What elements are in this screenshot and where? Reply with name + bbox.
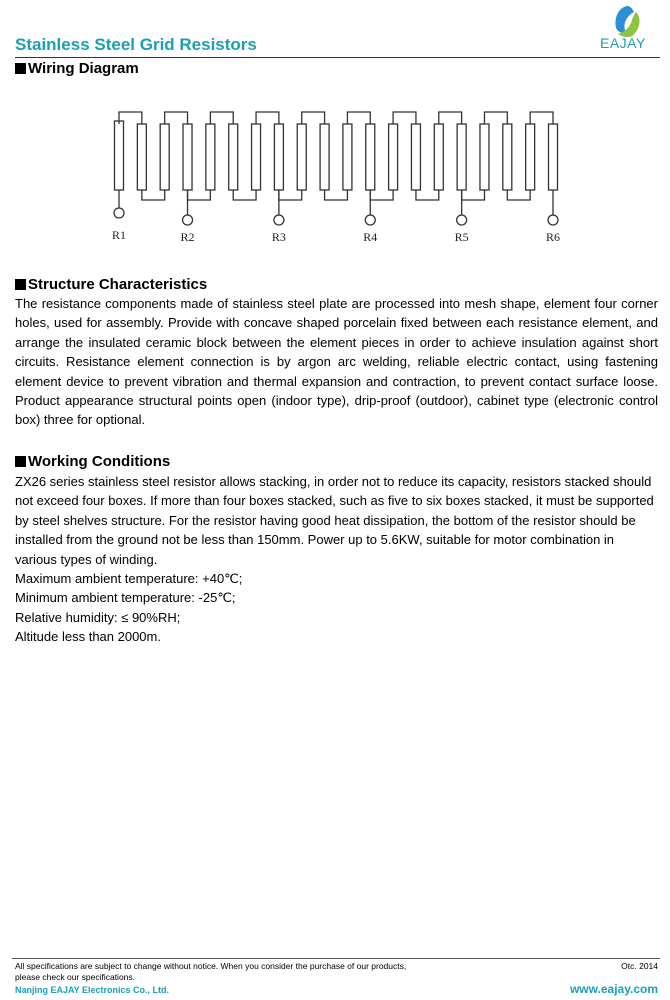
resistor-element	[411, 124, 420, 190]
resistor-element	[183, 124, 192, 190]
structure-text: The resistance components made of stainless steel plate are processed into mesh shape, element four corner holes, used for assembly. Provide with concave shaped porcelain fixed between each resistance element, and arrange the insulated ceramic block between the element pieces in order to achieve insulation against short circuits. Resistance element connection is by argon arc welding, reliable electric contact, using fastening element device to prevent vibration and thermal expansion and contraction, to prevent contact surface loose. Product appearance structural points open (indoor type), drip-proof (outdoor), cabinet type (electronic control box) three for optional.	[15, 296, 658, 428]
disclaimer-line-2: please check our specifications.	[15, 972, 136, 982]
conditions-list	[15, 569, 242, 647]
terminal-label: R4	[363, 230, 378, 244]
resistor-element	[297, 124, 306, 190]
working-conditions-heading	[15, 453, 170, 470]
footer-divider	[12, 958, 660, 959]
resistor-element	[320, 124, 329, 190]
resistor-element	[434, 124, 443, 190]
top-connector	[347, 112, 370, 124]
page-title: Stainless Steel Grid Resistors	[15, 35, 257, 54]
footer-website-link[interactable]: www.eajay.com	[569, 982, 658, 996]
square-bullet-icon	[15, 279, 26, 290]
footer-disclaimer	[15, 961, 406, 983]
footer-date: Otc. 2014	[621, 961, 658, 971]
terminal-circle-icon	[114, 208, 124, 218]
wiring-diagram	[0, 0, 670, 260]
heading-text: Structure Characteristics	[28, 276, 208, 293]
terminal-label: R3	[271, 230, 286, 244]
terminal-label: R5	[454, 230, 469, 244]
top-connector	[302, 112, 325, 124]
terminal-label: R2	[180, 230, 195, 244]
resistor-element	[160, 124, 169, 190]
terminal-label: R6	[545, 230, 561, 244]
resistor-element	[229, 124, 238, 190]
top-connector	[256, 112, 279, 124]
resistor-element	[115, 121, 124, 190]
altitude: Altitude less than 2000m.	[15, 629, 161, 645]
footer-company: Nanjing EAJAY Electronics Co., Ltd.	[15, 985, 170, 995]
terminal-circle-icon	[365, 215, 375, 225]
terminal-label: R1	[111, 228, 127, 242]
top-connector	[165, 112, 188, 124]
terminal-circle-icon	[457, 215, 467, 225]
bottom-connector	[462, 190, 485, 200]
terminal-circle-icon	[548, 215, 558, 225]
heading-text: Wiring Diagram	[28, 60, 139, 77]
bottom-connector	[233, 190, 256, 200]
working-paragraph	[15, 472, 658, 569]
bottom-connector	[416, 190, 439, 200]
terminal-circle-icon	[183, 215, 193, 225]
top-connector	[393, 112, 416, 124]
terminal-circle-icon	[274, 215, 284, 225]
square-bullet-icon	[15, 456, 26, 467]
min-temperature: Minimum ambient temperature: -25℃;	[15, 590, 236, 606]
structure-paragraph	[15, 294, 658, 430]
resistor-element	[137, 124, 146, 190]
top-connector	[530, 112, 553, 124]
disclaimer-line-1: All specifications are subject to change without notice. When you consider the purchase of our products,	[15, 961, 407, 971]
resistor-element	[503, 124, 512, 190]
max-temperature: Maximum ambient temperature: +40℃;	[15, 571, 243, 586]
bottom-connector	[279, 190, 302, 200]
resistor-element	[526, 124, 535, 190]
resistor-element	[252, 124, 261, 190]
resistor-element	[480, 124, 489, 190]
structure-heading	[15, 276, 207, 293]
relative-humidity: Relative humidity: ≤ 90%RH;	[15, 609, 181, 625]
heading-text: Working Conditions	[28, 453, 171, 470]
top-connector	[210, 112, 233, 124]
resistor-element	[274, 124, 283, 190]
bottom-connector	[370, 190, 393, 200]
top-connector	[484, 112, 507, 124]
resistor-element	[366, 124, 375, 190]
bottom-connector	[325, 190, 348, 200]
resistor-element	[343, 124, 352, 190]
working-text: ZX26 series stainless steel resistor allows stacking, in order not to reduce its capacity, resistors stacked should not exceed four boxes. If more than four boxes stacked, such as five to six boxes stacked, it must be supported by steel shelves structure. For the resistor having good heat dissipation, the bottom of the resistor should be installed from the ground not be less than 150mm. Power up to 5.6KW, suitable for motor combination in various types of winding.	[15, 474, 654, 567]
top-connector	[439, 112, 462, 124]
bottom-connector	[142, 190, 165, 200]
resistor-element	[206, 124, 215, 190]
resistor-element	[389, 124, 398, 190]
bottom-connector	[188, 190, 211, 200]
resistor-element	[549, 124, 558, 190]
brand-name: EAJAY	[600, 35, 646, 51]
bottom-connector	[507, 190, 530, 200]
resistor-element	[457, 124, 466, 190]
